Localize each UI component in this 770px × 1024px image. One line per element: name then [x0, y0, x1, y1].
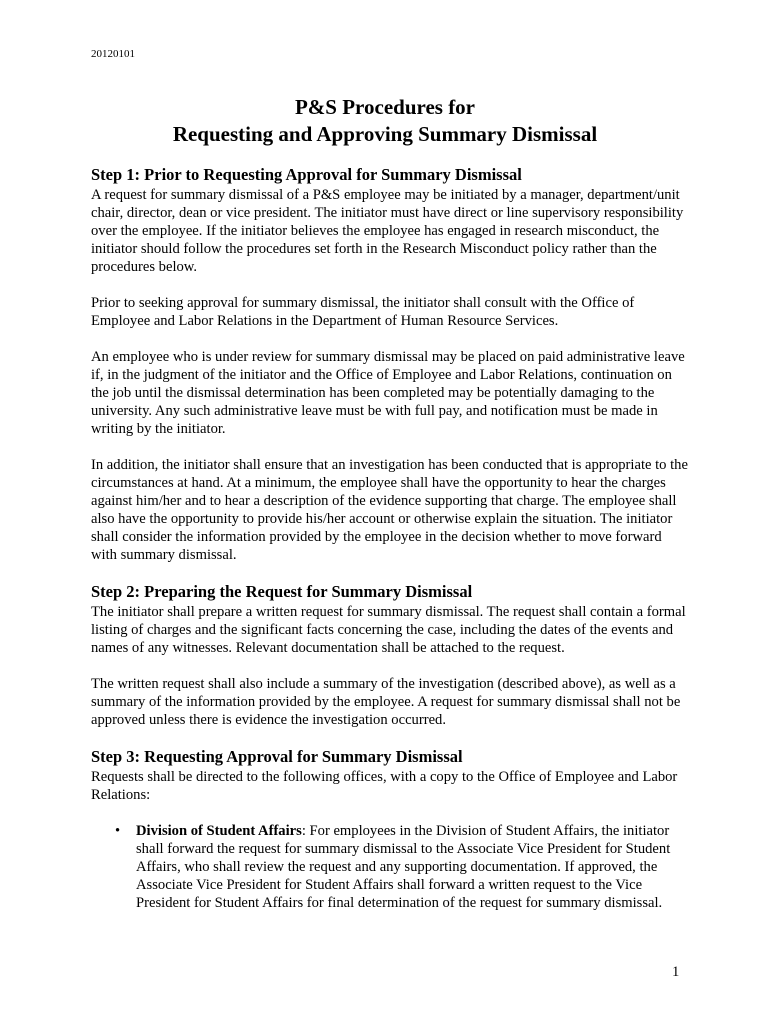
list-item — [115, 822, 691, 912]
step-1-section — [91, 165, 691, 564]
step-2-section — [91, 582, 691, 729]
step-2-paragraph: The written request shall also include a summary of the investigation (described above), as well as a summary of the information provided by the employee. A request for summary dismissal shall not be approved unless there is evidence the investigation occurred. — [91, 676, 681, 728]
step-1-heading: Step 1: Prior to Requesting Approval for Summary Dismissal — [91, 165, 522, 184]
step-1-paragraph: An employee who is under review for summary dismissal may be placed on paid administrative leave if, in the judgment of the initiator and the Office of Employee and Labor Relations, continuation on the job until the dismissal determination has been completed may be potentially damaging to the university. Any such administrative leave must be with full pay, and notification must be made in writing by the initiator. — [91, 349, 685, 437]
office-description: : For employees in the Division of Student Affairs, the initiator shall forward the request for summary dismissal to the Associate Vice President for Student Affairs, who shall review the request and any supporting documentation. If approved, the Associate Vice President for Student Affairs shall forward a written request to the Vice President for Student Affairs for final determination of the request for summary dismissal. — [136, 823, 671, 911]
offices-list — [91, 822, 691, 912]
step-1-paragraph: Prior to seeking approval for summary dismissal, the initiator shall consult with the Office of Employee and Labor Relations in the Department of Human Resource Services. — [91, 295, 635, 329]
document-title — [0, 94, 770, 148]
title-line-1: P&S Procedures for — [294, 95, 476, 119]
bullet-icon: • — [115, 823, 121, 839]
step-2-heading: Step 2: Preparing the Request for Summary Dismissal — [91, 582, 473, 601]
step-1-paragraph: A request for summary dismissal of a P&S employee may be initiated by a manager, department/unit chair, director, dean or vice president. The initiator must have direct or line supervisory responsibility over the employee. If the initiator believes the employee has engaged in research misconduct, the initiator should follow the procedures set forth in the Research Misconduct policy rather than the procedures below. — [91, 187, 684, 275]
step-2-paragraph: The initiator shall prepare a written request for summary dismissal. The request shall contain a formal listing of charges and the significant facts concerning the case, including the dates of the events and names of any witnesses. Relevant documentation shall be attached to the request. — [91, 604, 686, 656]
page-number: 1 — [672, 964, 680, 980]
step-3-section — [91, 747, 691, 912]
document-body — [91, 165, 691, 912]
document-id: 20120101 — [91, 48, 135, 60]
step-3-intro: Requests shall be directed to the following offices, with a copy to the Office of Employee and Labor Relations: — [91, 769, 678, 803]
step-3-heading: Step 3: Requesting Approval for Summary Dismissal — [91, 747, 463, 766]
step-1-paragraph: In addition, the initiator shall ensure that an investigation has been conducted that is appropriate to the circumstances at hand. At a minimum, the employee shall have the opportunity to hear the charges against him/her and to hear a description of the evidence supporting that charge. The employee shall also have the opportunity to provide his/her account or otherwise explain the situation. The initiator shall consider the information provided by the employee in the decision whether to move forward with summary dismissal. — [91, 457, 688, 563]
office-label: Division of Student Affairs — [136, 823, 302, 839]
title-line-2: Requesting and Approving Summary Dismissal — [172, 122, 598, 146]
